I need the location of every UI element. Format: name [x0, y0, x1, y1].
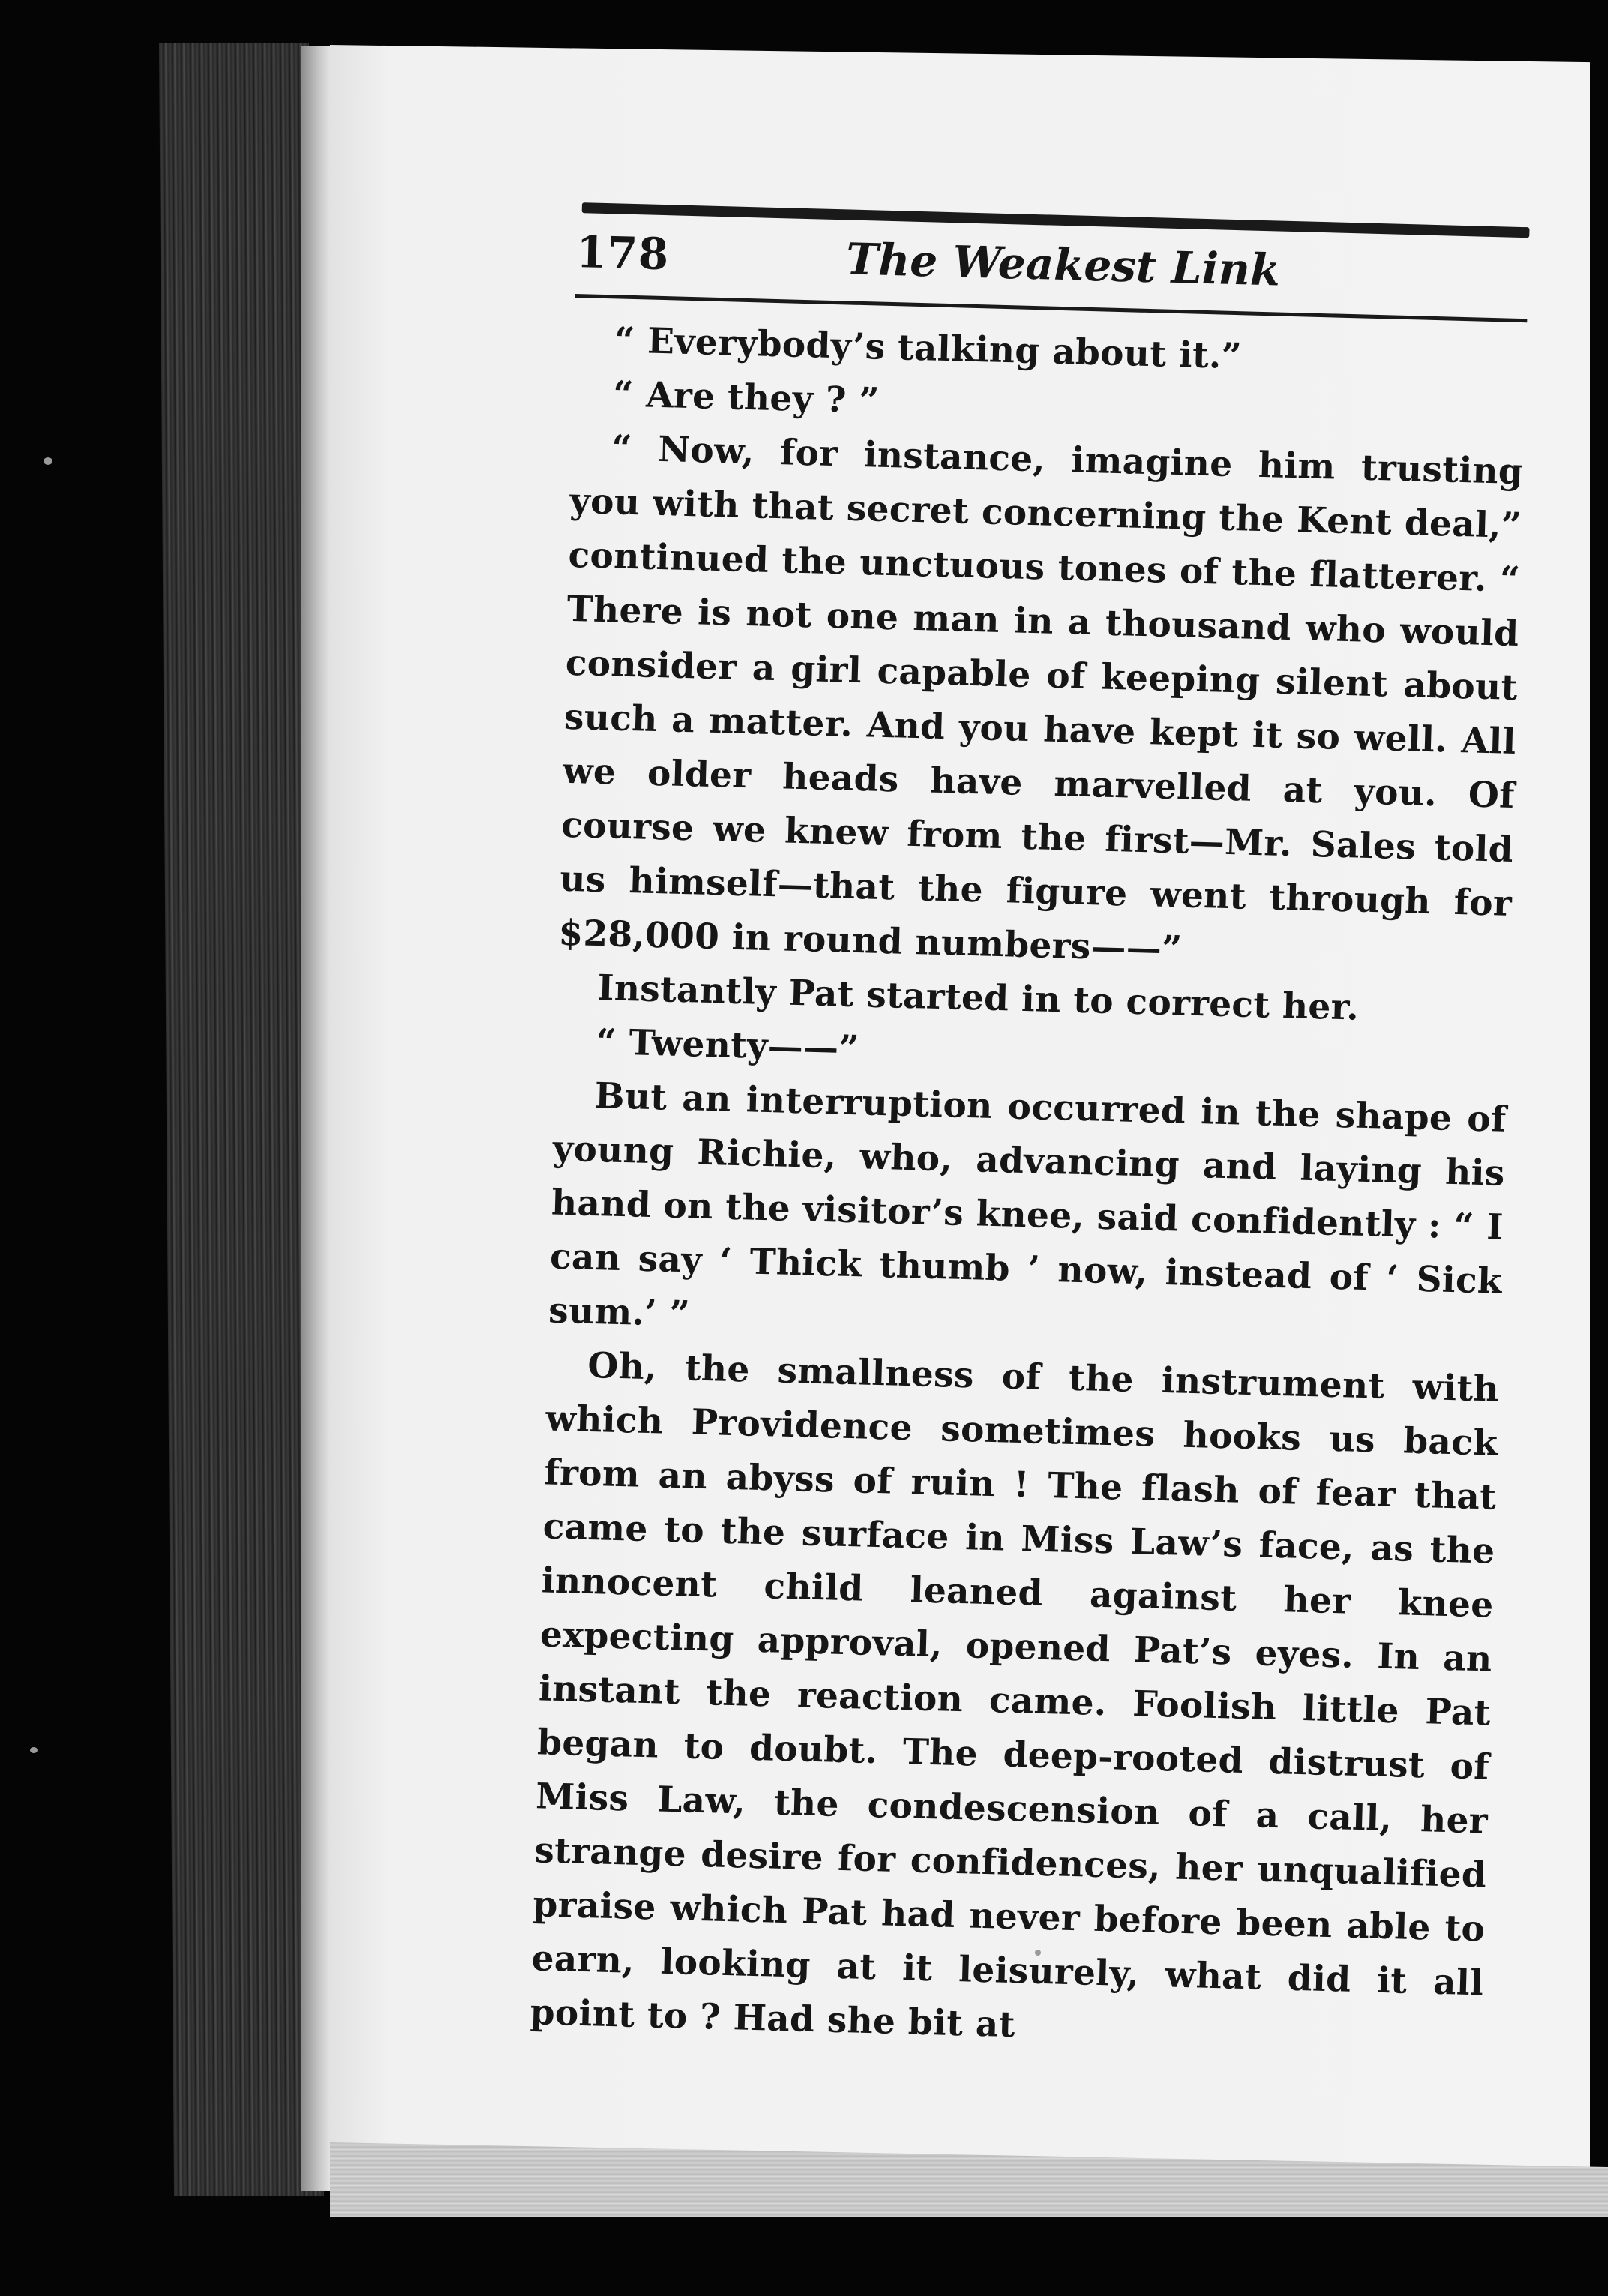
running-title: The Weakest Link — [845, 233, 1282, 296]
page-content — [530, 202, 1530, 2064]
page-edge — [302, 46, 332, 2191]
paragraph: “ Now, for instance, imagine him trusting you with that secret concerning the Kent deal,” continued the unctuous tones of the flatterer. “ There is not one man in a thousand who would consider a girl capable of keeping silent about such a matter. And you have kept it so well. All we older heads have marvelled at you. Of course we knew from the first—Mr. Sales told us himself—that the figure went through for $28,000 in round numbers——” — [557, 427, 1524, 970]
paragraph: But an interruption occurred in the shape of young Richie, who, advancing and laying his hand on the visitor’s knee, said confidently : “ I can say ‘ Thick thumb ’ now, instead of ‘ Sick sum.’ ” — [548, 1075, 1508, 1335]
page-stack-edge — [159, 43, 324, 2196]
paragraph: “ Everybody’s talking about it.” — [614, 319, 1243, 378]
paragraph: Instantly Pat started in to correct her. — [596, 967, 1360, 1029]
paragraph: “ Twenty——” — [595, 1021, 860, 1070]
scan-speck — [30, 1747, 38, 1753]
page-number: 178 — [575, 226, 670, 280]
body-text — [530, 313, 1527, 2064]
paragraph: “ Are they ? ” — [612, 373, 880, 422]
paragraph: Oh, the smallness of the instrument with which Providence sometimes hooks us back from an abyss of ruin ! The flash of fear that came to the surface in Miss Law’s face, as the innocent child leaned against her knee expecting approval, opened Pat’s eyes. In an instant the reaction came. Foolish little Pat began to doubt. The deep-rooted distrust of Miss Law, the condescension of a call, her strange desire for confidences, her unqualified praise which Pat had never before been able to earn, looking at it leisurely, what did it all point to ? Had she bit at — [530, 1344, 1500, 2046]
scan-speck — [44, 457, 52, 465]
